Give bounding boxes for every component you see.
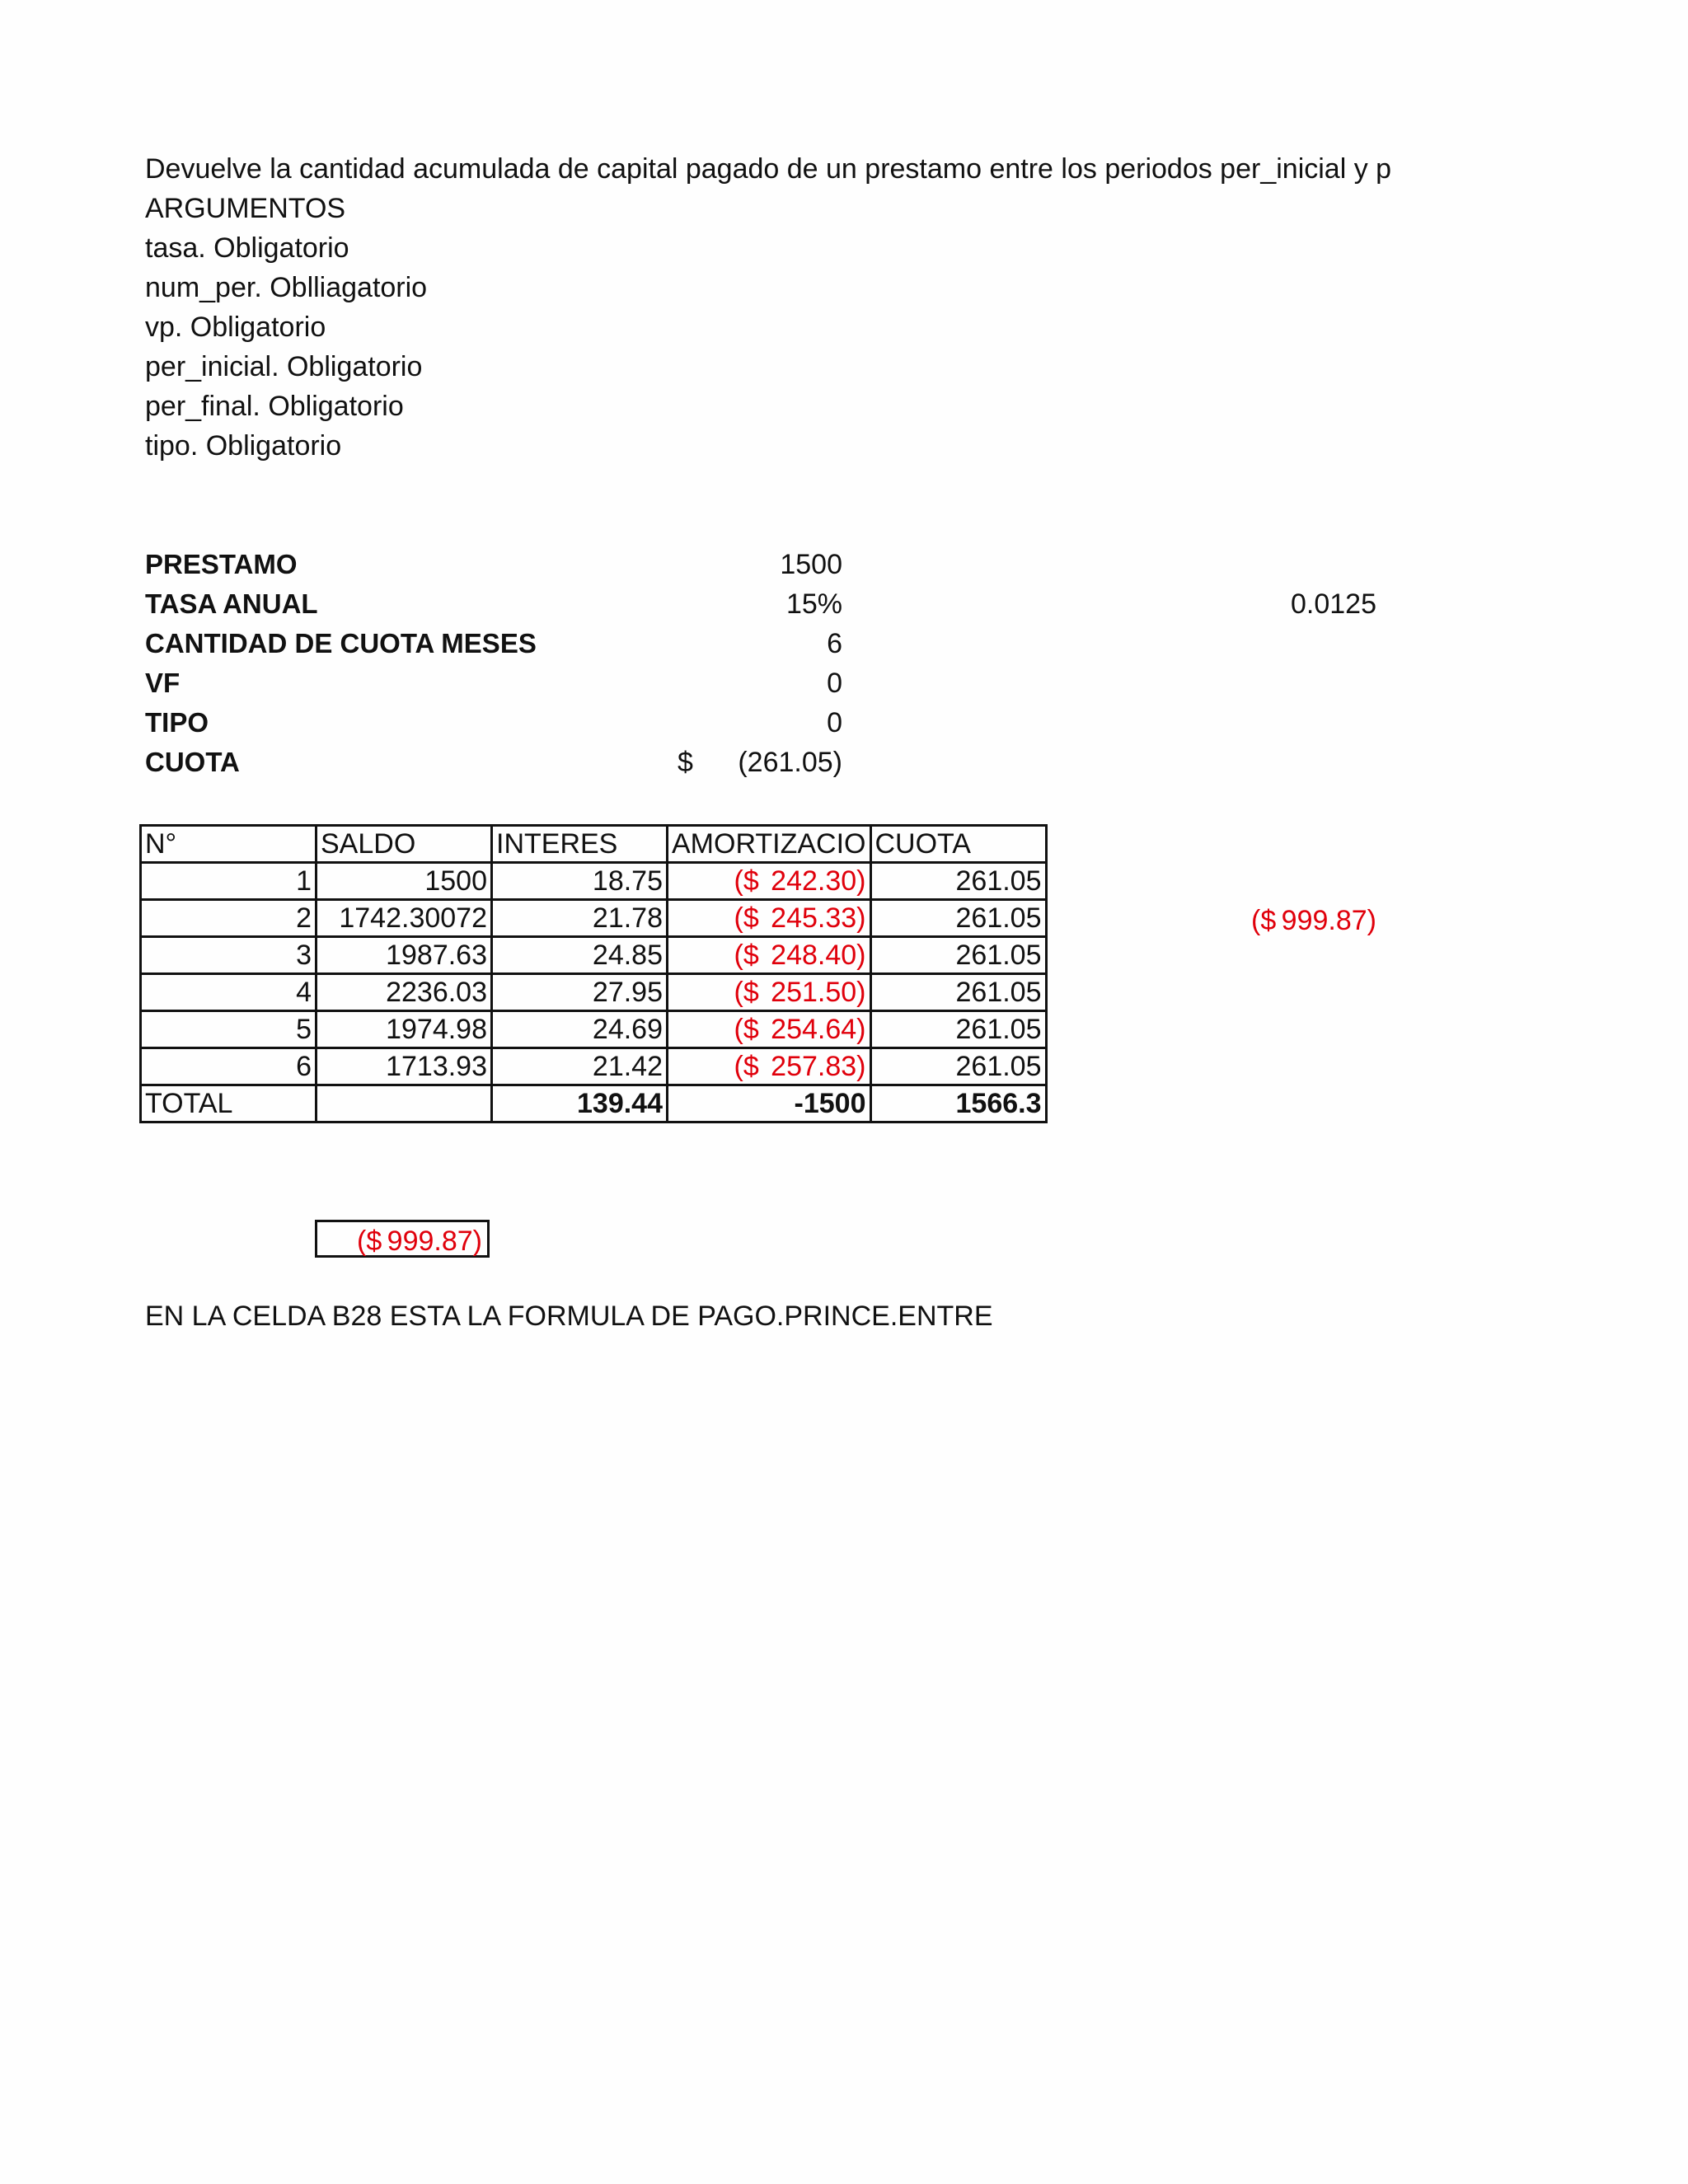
cell-cuota[interactable]: 261.05 xyxy=(870,937,1046,974)
cell-amortizacion[interactable] xyxy=(668,1011,871,1048)
total-saldo[interactable] xyxy=(316,1085,492,1122)
amort-open: ($ xyxy=(734,977,759,1008)
cell-cuota[interactable]: 261.05 xyxy=(870,863,1046,900)
cell-amortizacion[interactable] xyxy=(668,1048,871,1085)
cell-cuota[interactable]: 261.05 xyxy=(870,900,1046,937)
cell-interes[interactable]: 18.75 xyxy=(492,863,668,900)
amort-open: ($ xyxy=(734,1014,759,1045)
tasa-anual-value[interactable]: 15% xyxy=(785,588,842,620)
total-interes[interactable]: 139.44 xyxy=(492,1085,668,1122)
cell-cuota[interactable]: 261.05 xyxy=(870,1011,1046,1048)
side-result-amount: 999.87) xyxy=(1281,905,1376,936)
tipo-value[interactable]: 0 xyxy=(827,707,842,738)
amort-amount: 254.64) xyxy=(771,1014,866,1045)
amort-open: ($ xyxy=(734,865,759,897)
cell-amortizacion[interactable] xyxy=(668,900,871,937)
cantidad-cuota-value[interactable]: 6 xyxy=(827,628,842,659)
prestamo-label: PRESTAMO xyxy=(145,549,298,579)
prestamo-value[interactable]: 1500 xyxy=(780,549,842,580)
cell-saldo[interactable]: 1713.93 xyxy=(316,1048,492,1085)
cell-amortizacion[interactable] xyxy=(668,974,871,1011)
header-interes[interactable]: INTERES xyxy=(492,826,668,863)
header-cuota[interactable]: CUOTA xyxy=(870,826,1046,863)
vf-value[interactable]: 0 xyxy=(827,668,842,699)
argument-num-per: num_per. Oblliagatorio xyxy=(145,272,428,303)
table-row xyxy=(141,1048,1047,1085)
amort-amount: 245.33) xyxy=(771,902,866,934)
arguments-title: ARGUMENTOS xyxy=(145,193,346,224)
cell-saldo[interactable]: 1974.98 xyxy=(316,1011,492,1048)
table-row xyxy=(141,863,1047,900)
description-text: Devuelve la cantidad acumulada de capital pagado de un prestamo entre los periodos per_inicial y p xyxy=(145,153,1392,185)
cell-interes[interactable]: 24.69 xyxy=(492,1011,668,1048)
cantidad-cuota-label: CANTIDAD DE CUOTA MESES xyxy=(145,628,537,658)
cell-saldo[interactable]: 1742.30072 xyxy=(316,900,492,937)
cell-interes[interactable]: 27.95 xyxy=(492,974,668,1011)
tipo-label: TIPO xyxy=(145,707,209,738)
monthly-rate-value[interactable]: 0.0125 xyxy=(1291,588,1376,620)
cell-interes[interactable]: 21.78 xyxy=(492,900,668,937)
cell-n[interactable]: 3 xyxy=(141,937,316,974)
cell-cuota[interactable]: 261.05 xyxy=(870,974,1046,1011)
header-saldo[interactable]: SALDO xyxy=(316,826,492,863)
amort-amount: 242.30) xyxy=(771,865,866,897)
cell-n[interactable]: 4 xyxy=(141,974,316,1011)
tasa-anual-label: TASA ANUAL xyxy=(145,588,318,619)
pago-princ-entre-result-cell[interactable] xyxy=(315,1220,490,1258)
side-result-open: ($ xyxy=(1251,905,1277,936)
cell-cuota[interactable]: 261.05 xyxy=(870,1048,1046,1085)
table-header-row xyxy=(141,826,1047,863)
cell-interes[interactable]: 24.85 xyxy=(492,937,668,974)
cell-n[interactable]: 1 xyxy=(141,863,316,900)
table-row xyxy=(141,937,1047,974)
cell-amortizacion[interactable] xyxy=(668,937,871,974)
cell-saldo[interactable]: 1987.63 xyxy=(316,937,492,974)
amort-open: ($ xyxy=(734,1051,759,1082)
table-row xyxy=(141,900,1047,937)
box-result-amount: 999.87) xyxy=(387,1226,482,1257)
cell-n[interactable]: 5 xyxy=(141,1011,316,1048)
table-row xyxy=(141,1011,1047,1048)
cell-amortizacion[interactable] xyxy=(668,863,871,900)
cell-interes[interactable]: 21.42 xyxy=(492,1048,668,1085)
cell-saldo[interactable]: 2236.03 xyxy=(316,974,492,1011)
total-cuota[interactable]: 1566.3 xyxy=(870,1085,1046,1122)
cuota-cell[interactable] xyxy=(678,743,842,782)
argument-vp: vp. Obligatorio xyxy=(145,312,326,343)
vf-label: VF xyxy=(145,668,181,698)
argument-per-final: per_final. Obligatorio xyxy=(145,391,404,422)
amortization-table xyxy=(139,824,1048,1123)
amort-amount: 257.83) xyxy=(771,1051,866,1082)
formula-note: EN LA CELDA B28 ESTA LA FORMULA DE PAGO.PRINCE.ENTRE xyxy=(145,1301,993,1332)
cuota-label: CUOTA xyxy=(145,747,240,777)
side-result-cell[interactable] xyxy=(1047,901,1376,940)
argument-per-inicial: per_inicial. Obligatorio xyxy=(145,351,423,382)
cell-n[interactable]: 2 xyxy=(141,900,316,937)
amort-open: ($ xyxy=(734,940,759,971)
cell-saldo[interactable]: 1500 xyxy=(316,863,492,900)
cell-n[interactable]: 6 xyxy=(141,1048,316,1085)
amort-open: ($ xyxy=(734,902,759,934)
cuota-value: (261.05) xyxy=(738,747,842,778)
amort-amount: 251.50) xyxy=(771,977,866,1008)
table-row xyxy=(141,974,1047,1011)
total-amortizacion[interactable]: -1500 xyxy=(668,1085,871,1122)
table-total-row xyxy=(141,1085,1047,1122)
box-result-open: ($ xyxy=(357,1226,382,1257)
header-n[interactable]: N° xyxy=(141,826,316,863)
total-label[interactable]: TOTAL xyxy=(141,1085,316,1122)
argument-tasa: tasa. Obligatorio xyxy=(145,232,349,264)
amort-amount: 248.40) xyxy=(771,940,866,971)
argument-tipo: tipo. Obligatorio xyxy=(145,430,342,462)
cuota-currency: $ xyxy=(678,747,693,778)
header-amortizacion[interactable]: AMORTIZACIO xyxy=(668,826,871,863)
